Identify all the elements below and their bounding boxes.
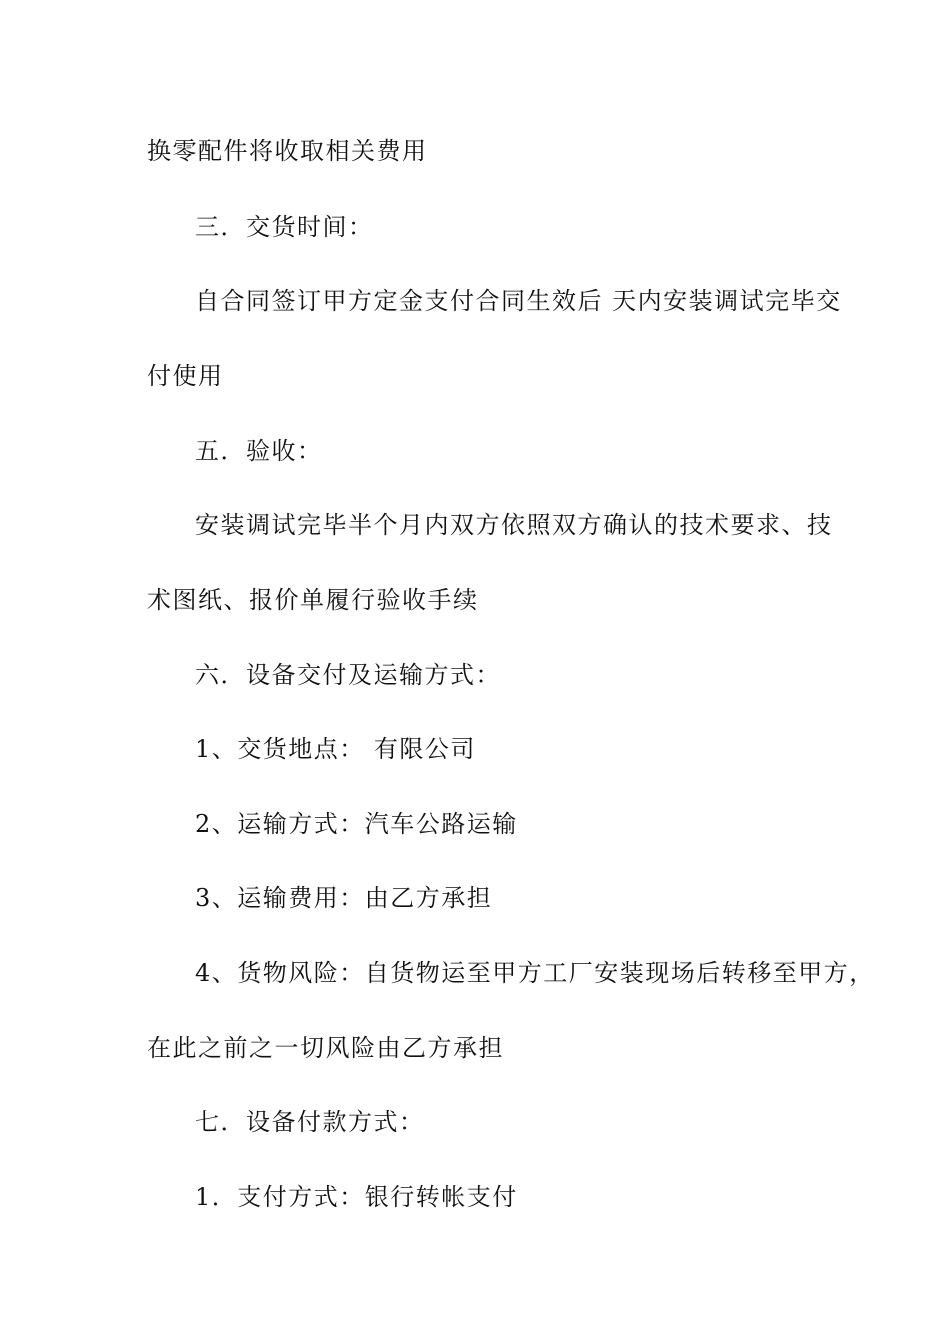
list-item: 1．支付方式：银行转帐支付 (195, 1183, 518, 1211)
text-line: 付使用 (147, 362, 224, 390)
section-heading-payment: 七．设备付款方式： (195, 1108, 425, 1136)
text-line: 自合同签订甲方定金支付合同生效后 天内安装调试完毕交 (195, 287, 842, 315)
text-line: 术图纸、报价单履行验收手续 (147, 586, 479, 614)
text-line: 安装调试完毕半个月内双方依照双方确认的技术要求、技 (195, 511, 833, 539)
list-item: 3、运输费用：由乙方承担 (195, 884, 493, 912)
text-line: 在此之前之一切风险由乙方承担 (147, 1034, 504, 1062)
list-item: 1、交货地点： 有限公司 (195, 735, 476, 763)
section-heading-delivery-time: 三．交货时间： (195, 213, 374, 241)
text-line: 换零配件将收取相关费用 (147, 137, 428, 165)
section-heading-delivery-transport: 六．设备交付及运输方式： (195, 661, 501, 689)
section-heading-acceptance: 五．验收： (195, 437, 323, 465)
list-item: 4、货物风险：自货物运至甲方工厂安装现场后转移至甲方， (195, 959, 875, 987)
list-item: 2、运输方式：汽车公路运输 (195, 810, 518, 838)
